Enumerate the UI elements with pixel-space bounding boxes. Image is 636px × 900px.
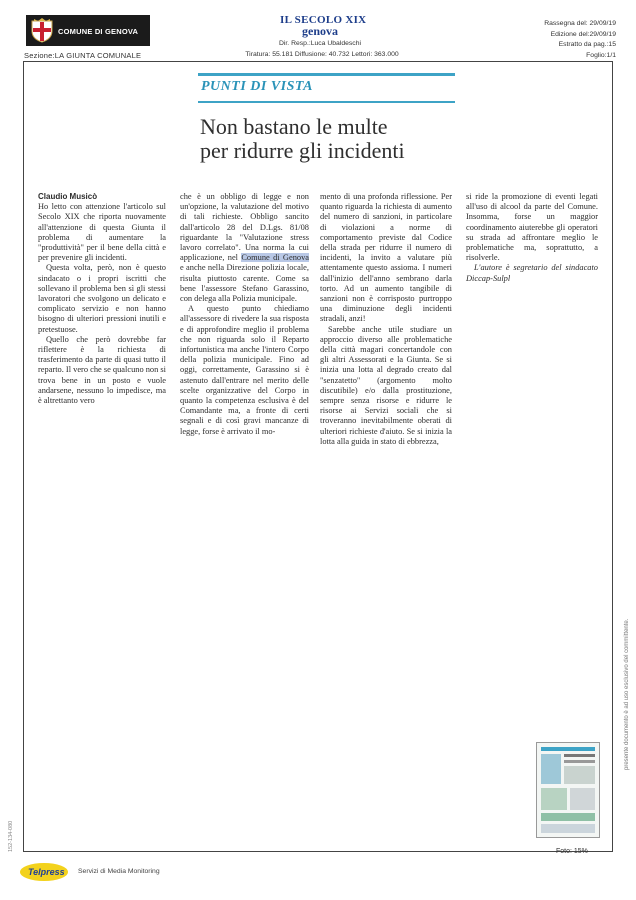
circulation-stats: Tiratura: 55.181 Diffusione: 40.732 Lettori: 363.000 xyxy=(245,51,399,58)
author-signature: L'autore è segretario del sindacato Diccap-Sulpl xyxy=(466,263,598,283)
meta-date: Rassegna del: 29/09/19 xyxy=(544,20,616,27)
paragraph: Questa volta, però, non è questo sindacato o i propri iscritti che sollevano il problema ben sì gli stessi lavoratori che svolgono un delicato e complicato servizio e non hanno bisogno di ulteriori pressioni inutili e pretestuose. xyxy=(38,263,166,334)
headline-line-1: Non bastano le multe xyxy=(200,114,388,139)
article-column-1 xyxy=(38,192,166,406)
clipping-meta xyxy=(520,19,616,61)
paragraph xyxy=(180,192,309,304)
author-name: Claudio Musicò xyxy=(38,192,98,201)
thumb-block xyxy=(541,754,561,784)
usage-note: presente documento è ad uso esclusivo del committente. xyxy=(624,618,630,770)
thumb-block xyxy=(564,754,595,757)
footer-tagline: Servizi di Media Monitoring xyxy=(78,868,160,875)
paragraph: si ride la promozione di eventi legati all'uso di alcool da parte del Comune. Insomma, forse un maggior coordinamento aiuterebbe gli operatori su strada ad affrontare meglio le problematiche ma, soprattutto, a risolverle. xyxy=(466,192,598,263)
meta-sheet: Foglio:1/1 xyxy=(586,51,616,59)
article-column-3 xyxy=(320,192,452,447)
text-run: e anche nella Direzione polizia locale, risulta piuttosto carente. Come sa bene l'assessore Stefano Garassino, con delega alla Polizia municipale. xyxy=(180,263,309,304)
headline-line-2: per ridurre gli incidenti xyxy=(200,138,405,163)
highlighted-term: Comune di Genova xyxy=(241,253,309,263)
thumb-block xyxy=(541,813,595,821)
thumb-header-bar xyxy=(541,747,595,751)
headline xyxy=(200,115,460,163)
kicker-rule-bottom xyxy=(198,101,455,103)
brand-label: COMUNE DI GENOVA xyxy=(58,27,139,36)
thumb-block xyxy=(570,788,595,810)
paragraph: Ho letto con attenzione l'articolo sul Secolo XIX che riporta nuovamente all'attenzione di questa Giunta il problema di aumentare la "produttività" per il bene della città e per prevenire gli incidenti. xyxy=(38,202,166,263)
clipping-frame xyxy=(23,61,613,852)
paragraph: Quello che però dovrebbe far riflettere è la richiesta di trasferimento da parte di quasi tutto il reparto. Il vero che se qualcuno non si trova bene in un posto e vuole andarsene, nessuno lo impedisce, ma è altrettanto vero xyxy=(38,334,166,406)
meta-page: Estratto da pag.:15 xyxy=(558,41,616,48)
kicker-rule-top xyxy=(198,73,455,76)
thumb-block xyxy=(541,824,595,833)
thumb-block xyxy=(564,760,595,763)
paragraph: Sarebbe anche utile studiare un approccio diverso alle problematiche della città magari concertandole con gli altri Assessorati e la Giunta. Se si inizia una lotta al degrado creato dal "senzatetto" (argomento molto discutibile) e/o dalla prostituzione, sempre senza risorse e ridurre le risorse ai Servizi sociali che si troveranno inevitabilmente oberati di ulteriori richieste d'aiuto. Se si inizia la lotta alla guida in stato di ebbrezza, xyxy=(320,324,452,446)
clipping-code: 152-134-080 xyxy=(8,820,14,852)
article-column-4 xyxy=(466,192,598,284)
thumb-block xyxy=(541,788,567,810)
thumb-block xyxy=(564,766,595,784)
article-column-2 xyxy=(180,192,309,437)
page-thumbnail[interactable] xyxy=(536,742,600,838)
photo-scale-label: Foto: 15% xyxy=(556,848,588,855)
newspaper-name: IL SECOLO XIX xyxy=(280,14,367,26)
telpress-logo-text: Telpress xyxy=(28,867,65,877)
kicker: PUNTI DI VISTA xyxy=(201,79,314,94)
meta-edition: Edizione del:29/09/19 xyxy=(550,30,616,38)
coat-of-arms-icon xyxy=(30,18,54,43)
text-run: che è un obbligo di legge e non un'opzione, la valutazione del motivo di tali richieste. Obbligo sancito dall'articolo 28 del D.Lgs. 81/08 riguardante la "Valutazione stress lavoro correlato". Una norma la cui applicazione, nel xyxy=(180,192,309,263)
paragraph: mento di una profonda riflessione. Per quanto riguarda la richiesta di aumento del numero di sanzioni, in particolare di violazioni a norme di comportamento previste dal Codice della strada per ridurre il numero di incidenti, la invito a valutare più attentamente questo assioma. I numeri dall'inizio dell'anno sembrano darla torto. Ad un aumento tangibile di sanzioni non è corrisposto purtroppo una diminuzione degli incidenti stradali, anzi! xyxy=(320,192,452,324)
section-label: Sezione:LA GIUNTA COMUNALE xyxy=(24,51,142,60)
newspaper-edition: genova xyxy=(302,24,338,38)
director-line: Dir. Resp.:Luca Ubaldeschi xyxy=(279,40,361,47)
paragraph: A questo punto chiediamo all'assessore di rivedere la sua risposta e di approfondire meglio il problema che non riguarda solo il Reparto infortunistica ma anche l'intero Corpo della polizia municipale. Fino ad oggi, correttamente, Garassino si è astenuto dall'entrare nel merito delle scelte organizzative del Corpo in quanto la competenza esclusiva è del Comandante ma, a fronte di certi segnali e di così gravi mancanze di legge, forse è arrivato il mo- xyxy=(180,304,309,436)
